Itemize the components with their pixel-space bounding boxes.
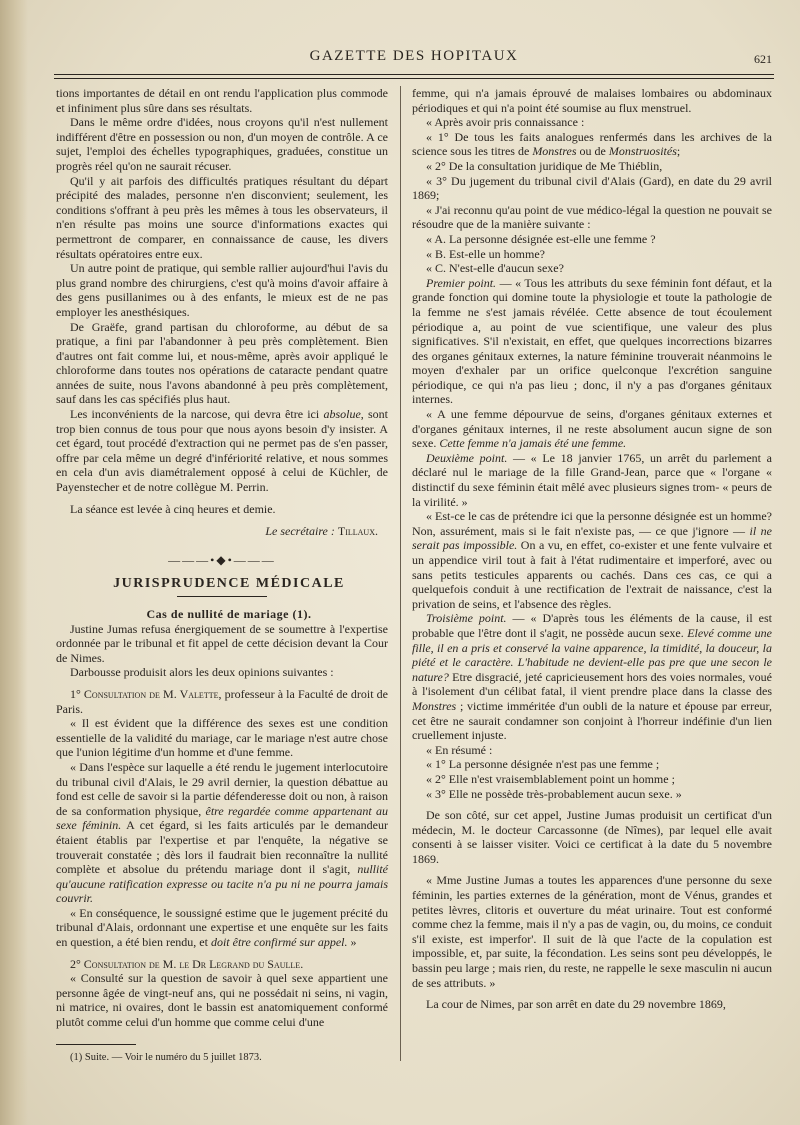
paragraph: « Il est évident que la différence des sexes est une condition essentielle de la validité du mariage, car le mariage n'est autre chose que l'union légitime d'un homme et d'une femme. bbox=[56, 716, 388, 760]
text-run: ; bbox=[676, 144, 681, 159]
smallcaps-run: 2° Consultation de M. le Dr Legrand du Saulle. bbox=[70, 956, 304, 971]
column-divider bbox=[400, 86, 401, 1061]
paragraph: Justine Jumas refusa énergiquement de se soumettre à l'expertise ordonnée par le tribunal et fit appel de cette décision devant la Cour de Nimes. bbox=[56, 621, 388, 665]
paragraph bbox=[412, 611, 772, 742]
paragraph: Dans le même ordre d'idées, nous croyons qu'il n'est nullement indifférent d'être en possession ou non, d'un moyen de contrôle. A ce sujet, l'emploi des échelles typographiques, graduées, constitue un progrès réel qu'on ne saurait récuser. bbox=[56, 115, 388, 173]
header-rule bbox=[54, 74, 774, 75]
article-subtitle: Cas de nullité de mariage (1). bbox=[146, 607, 312, 621]
paragraph bbox=[56, 957, 388, 972]
right-column bbox=[412, 86, 772, 1081]
italic-run: Cette femme n'a jamais été une femme. bbox=[439, 436, 627, 451]
paragraph bbox=[56, 407, 388, 495]
footnote-rule bbox=[56, 1044, 136, 1045]
newspaper-title: GAZETTE DES HOPITAUX bbox=[309, 48, 519, 64]
text-run: « A une femme dépourvue de seins, d'organes génitaux externes et d'organes génitaux internes, il ne reste absolument aucun signe de son sexe. bbox=[412, 407, 772, 451]
paragraph: Qu'il y ait parfois des difficultés pratiques résultant du départ précipité des malades, personne n'en disconvient; seulement, les conditions s'offrant à peu près les mêmes à tous les observateurs, il n'en résulte pas moins une source d'informations exactes qui permettront de comparer, en connaissance de cause, les divers résultats opératoires entre eux. bbox=[56, 173, 388, 261]
italic-run: nullité qu'aucune ratification expresse ou tacite n'a pu ni ne pourra jamais couvrir. bbox=[56, 862, 388, 906]
text-run: Etre disgracié, jeté capricieusement hors des voies normales, voué à l'isolement d'un célibat fatal, il vient prendre place dans la classe des bbox=[412, 669, 772, 699]
paragraph: « A. La personne désignée est-elle une femme ? bbox=[426, 231, 656, 246]
text-run: ou de bbox=[576, 144, 609, 159]
paragraph bbox=[412, 509, 772, 611]
paragraph: femme, qui n'a jamais éprouvé de malaises lombaires ou abdominaux périodiques et qui n'a point été soumise au flux menstruel. bbox=[412, 86, 772, 115]
paragraph: La séance est levée à cinq heures et demie. bbox=[70, 501, 276, 516]
footnote: (1) Suite. — Voir le numéro du 5 juillet 1873. bbox=[70, 1051, 262, 1063]
paragraph: « C. N'est-elle d'aucun sexe? bbox=[426, 261, 564, 276]
paragraph bbox=[412, 276, 772, 407]
signature-name: Tillaux. bbox=[337, 524, 378, 539]
paragraph: « 2° De la consultation juridique de Me Thiéblin, bbox=[426, 158, 663, 173]
text-run: On a vu, en effet, co-exister et une fente vulvaire et un appendice viril tout à fait à l'état rudimentaire et imperforé, avec ou sans petits testicules apparents ou cachés. Dans ces cas, ce qui a quelquefois conduit à une rectification de l'extrait de naissance, c'est la privation de seins, et l'absence des règles. bbox=[412, 538, 772, 611]
italic-run: Monstruosités bbox=[608, 144, 677, 159]
text-run: « Dans l'espèce sur laquelle a été rendu le jugement interlocutoire du tribunal civil d'Alais, le 29 avril dernier, la question débattue au fond est celle de savoir si la partie défenderesse doit ou non, à raison de sa conformation physique, bbox=[56, 759, 388, 818]
italic-run: Premier point. bbox=[426, 275, 497, 290]
italic-run: il ne serait pas impossible. bbox=[412, 523, 772, 553]
text-run: — « Le 18 janvier 1765, un arrêt du parlement a déclaré nul le mariage de la fille Grand-Jean, parce que « l'organe « distinctif du sexe féminin était mêlé avec plusieurs signes trom- « peurs de la virilité. » bbox=[412, 450, 773, 509]
italic-run: Deuxième point. bbox=[426, 450, 508, 465]
italic-run: doit être confirmé sur appel. bbox=[210, 935, 348, 950]
text-run: — « Tous les attributs du sexe féminin font défaut, et la grande fonction qui domine toute la physiologie et toute la pathologie de la femme ne s'est jamais révélée. Cette absence de tout écoulement périodique a, au point de vue scientifique, une valeur des plus significatives. S'il n'existait, en effet, que quelques incorrections bizarres des organes génitaux externes, la nature féminine trouverait néanmoins le moyen d'exhaler par un orifice quelconque l'excrétion sanguine périodique, ce qui n'a pas lieu ; donc, il n'y a pas d'organes génitaux internes. bbox=[412, 275, 773, 407]
text-run: « 1° De tous les faits analogues renfermés dans les archives de la science sous les titres de bbox=[412, 129, 772, 159]
paragraph: « En résumé : bbox=[426, 742, 493, 757]
section-rule bbox=[177, 596, 267, 597]
paragraph: De son côté, sur cet appel, Justine Jumas produisit un certificat d'un médecin, M. le docteur Carcassonne (de Nîmes), par lequel elle avait consenti à se laisser visiter. Voici ce certificat à la date du 5 novembre 1869. bbox=[412, 808, 772, 866]
left-column bbox=[56, 86, 388, 1081]
text-run: « Est-ce le cas de prétendre ici que la personne désignée est un homme? Non, assurément, mais si le fait n'existe pas, — ce que j'ignore — bbox=[412, 509, 772, 538]
text-run: Les inconvénients de la narcose, qui devra être ici bbox=[70, 407, 324, 422]
paragraph: La cour de Nimes, par son arrêt en date du 29 novembre 1869, bbox=[426, 997, 726, 1012]
paragraph: « 3° Elle ne possède très-probablement aucun sexe. » bbox=[426, 786, 682, 801]
paragraph: « J'ai reconnu qu'au point de vue médico-légal la question ne pouvait se résoudre que de la manière suivante : bbox=[412, 202, 772, 232]
paragraph: « 3° Du jugement du tribunal civil d'Alais (Gard), en date du 29 avril 1869; bbox=[412, 173, 772, 203]
page-binding-shadow bbox=[0, 0, 28, 1125]
section-ornament: ———•◆•——— bbox=[168, 552, 276, 567]
section-title: JURISPRUDENCE MÉDICALE bbox=[113, 576, 345, 592]
italic-run: être regardée comme appartenant au sexe féminin. bbox=[56, 803, 388, 833]
secretary-signature bbox=[56, 524, 388, 539]
paragraph: « 2° Elle n'est vraisemblablement point un homme ; bbox=[426, 771, 675, 786]
text-run: » bbox=[347, 935, 357, 950]
paragraph bbox=[412, 451, 772, 509]
paragraph: Darbousse produisit alors les deux opinions suivantes : bbox=[70, 665, 334, 680]
text-run: ; victime imméritée d'un oubli de la nature et épouse par erreur, cet être ne saurait condamner son conjoint à l'horreur indéfinie d'un lien cruellement injuste. bbox=[412, 698, 772, 743]
text-run: — « D'après tous les éléments de la cause, il est probable que l'être dont il s'agit, ne possède aucun sexe. bbox=[412, 611, 773, 640]
signature-label: Le secrétaire : bbox=[265, 524, 338, 539]
text-run: professeur à la Faculté de droit de Paris. bbox=[56, 686, 388, 716]
header-rule-thin bbox=[54, 78, 774, 79]
paragraph bbox=[412, 130, 772, 159]
paragraph: « Après avoir pris connaissance : bbox=[426, 115, 585, 130]
page-number: 621 bbox=[754, 52, 772, 66]
italic-run: absolue bbox=[323, 407, 361, 422]
italic-run: Troisième point. bbox=[426, 611, 507, 626]
paragraph: tions importantes de détail en ont rendu l'application plus commode et infiniment plus sûre dans ses résultats. bbox=[56, 86, 388, 115]
paragraph: Un autre point de pratique, qui semble rallier aujourd'hui l'avis du plus grand nombre des chirurgiens, c'est qu'à moins d'avoir affaire à des gens pusillanimes ou à des enfants, le mieux est de ne pas employer les anesthésiques. bbox=[56, 261, 388, 319]
text-run: , sont trop bien connus de tous pour que nous ayons besoin d'y insister. A cet égard, tout procédé d'extraction qui ne permet pas de s'en passer, offre par cela même un degré d'infériorité relative, et nous sommes en cela d'un avis diamétralement opposé à celui de Küchler, de Payenstecher et de notre collègue M. Perrin. bbox=[56, 407, 388, 495]
smallcaps-run: 1° Consultation de M. Valette, bbox=[70, 686, 222, 701]
text-run: « En conséquence, le soussigné estime que le jugement précité du tribunal d'Alais, ordonnant une expertise et une enquête sur les faits en question, a été bien rendu, et bbox=[56, 905, 388, 950]
paragraph: « 1° La personne désignée n'est pas une femme ; bbox=[426, 757, 660, 772]
paragraph: De Graëfe, grand partisan du chloroforme, au début de sa pratique, a fini par l'abandonner à peu près complètement. Bien d'autres ont fait comme lui, et nous-même, après avoir appliqué le chloroforme dans toutes nos opérations de cataracte pendant quatre années de suite, nous l'avons abandonné à peu près complètement, sauf dans les cas spécifiés plus haut. bbox=[56, 319, 388, 407]
italic-run: Elevé comme une fille, il en a pris et conservé la vaine apparence, la timidité, la douceur, la piété et le caractère. L'habitude ne devient-elle pas pre que une secon le nature? bbox=[412, 625, 772, 684]
paragraph bbox=[412, 407, 772, 451]
italic-run: Monstres bbox=[412, 698, 457, 713]
text-run: A cet égard, si les faits articulés par le demandeur étaient établis par l'expertise et par l'enquête, la négative se trouverait constatée ; dès lors il faudrait bien reconnaître la nullité complète et absolue du prétendu mariage dont il s'agit, bbox=[56, 818, 388, 877]
paragraph bbox=[56, 687, 388, 716]
paragraph: « Mme Justine Jumas a toutes les apparences d'une personne du sexe féminin, les parties externes de la génération, mont de Vénus, grandes et petites lèvres, clitoris et ouverture du méat urinaire. Tout est conformé comme chez la femme, mais il n'y a pas de vagin, ou, du moins, ce conduit s'il existe, est imperfor'. Il suit de là que l'acte de la copulation est impossible, et, par suite, la fécondation. Les seins sont peu développés, le bassin peu large ; mais rien, du reste, ne rappelle le sexe masculin ni aucun de ses attributs. » bbox=[412, 873, 772, 990]
paragraph bbox=[56, 760, 388, 906]
paragraph: « B. Est-elle un homme? bbox=[426, 246, 545, 261]
italic-run: Monstres bbox=[532, 144, 577, 159]
paragraph: « Consulté sur la question de savoir à quel sexe appartient une personne âgée de vingt-neuf ans, qui ne possédait ni seins, ni vagin, ni matrice, ni ovaires, dont le bassin est anatomiquement conformé plutôt comme celui d'un homme que comme celui d'une bbox=[56, 971, 388, 1030]
page-header bbox=[56, 48, 772, 72]
paragraph bbox=[56, 906, 388, 950]
